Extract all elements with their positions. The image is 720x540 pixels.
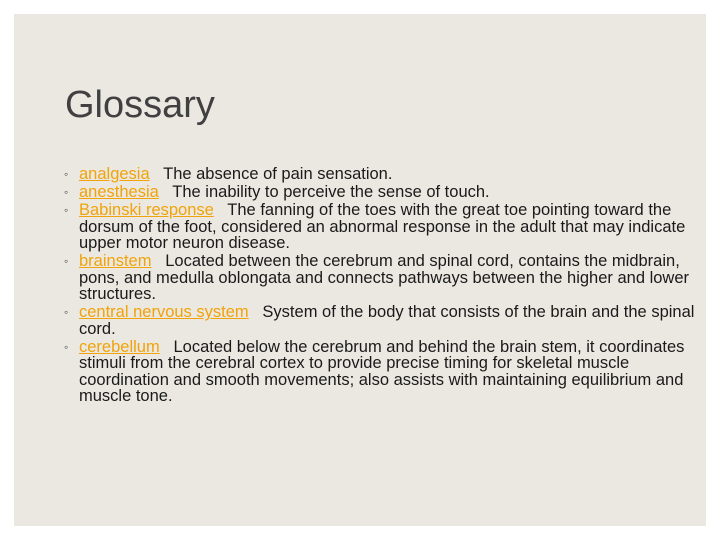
glossary-item-cerebellum	[64, 339, 704, 405]
bullet-icon: ◦	[64, 185, 69, 200]
glossary-definition: The absence of pain sensation.	[163, 165, 393, 183]
glossary-term-link[interactable]: anesthesia	[79, 183, 159, 202]
glossary-item-anesthesia	[64, 184, 704, 201]
glossary-definition: Located below the cerebrum and behind the brain stem, it coordinates stimuli from the cerebral cortex to provide precise timing for skeletal muscle coordination and smooth movements; also assists with maintaining equilibrium and muscle tone.	[79, 337, 685, 406]
glossary-term-link[interactable]: brainstem	[79, 252, 152, 271]
page-title: Glossary	[65, 84, 215, 126]
bullet-icon: ◦	[64, 339, 69, 354]
slide	[14, 14, 706, 526]
glossary-definition: The fanning of the toes with the great toe pointing toward the dorsum of the foot, considered an abnormal response in the adult that may indicate upper motor neuron disease.	[79, 201, 686, 253]
glossary-item-central-nervous-system	[64, 304, 704, 337]
bullet-icon: ◦	[64, 203, 69, 218]
bullet-icon: ◦	[64, 254, 69, 269]
glossary-item-babinski-response	[64, 202, 704, 252]
glossary-term-link[interactable]: analgesia	[79, 165, 150, 183]
bullet-icon: ◦	[64, 167, 69, 181]
glossary-definition: Located between the cerebrum and spinal cord, contains the midbrain, pons, and medulla oblongata and connects pathways between the higher and lower structures.	[79, 252, 690, 304]
glossary-term-link[interactable]: Babinski response	[79, 201, 214, 220]
bullet-icon: ◦	[64, 305, 69, 320]
glossary-term-link[interactable]: cerebellum	[79, 337, 160, 356]
glossary-list	[64, 166, 704, 407]
glossary-definition: The inability to perceive the sense of touch.	[172, 183, 490, 202]
glossary-item-analgesia	[64, 166, 704, 183]
glossary-item-brainstem	[64, 253, 704, 303]
glossary-term-link[interactable]: central nervous system	[79, 303, 249, 322]
glossary-definition: System of the body that consists of the brain and the spinal cord.	[79, 303, 695, 338]
